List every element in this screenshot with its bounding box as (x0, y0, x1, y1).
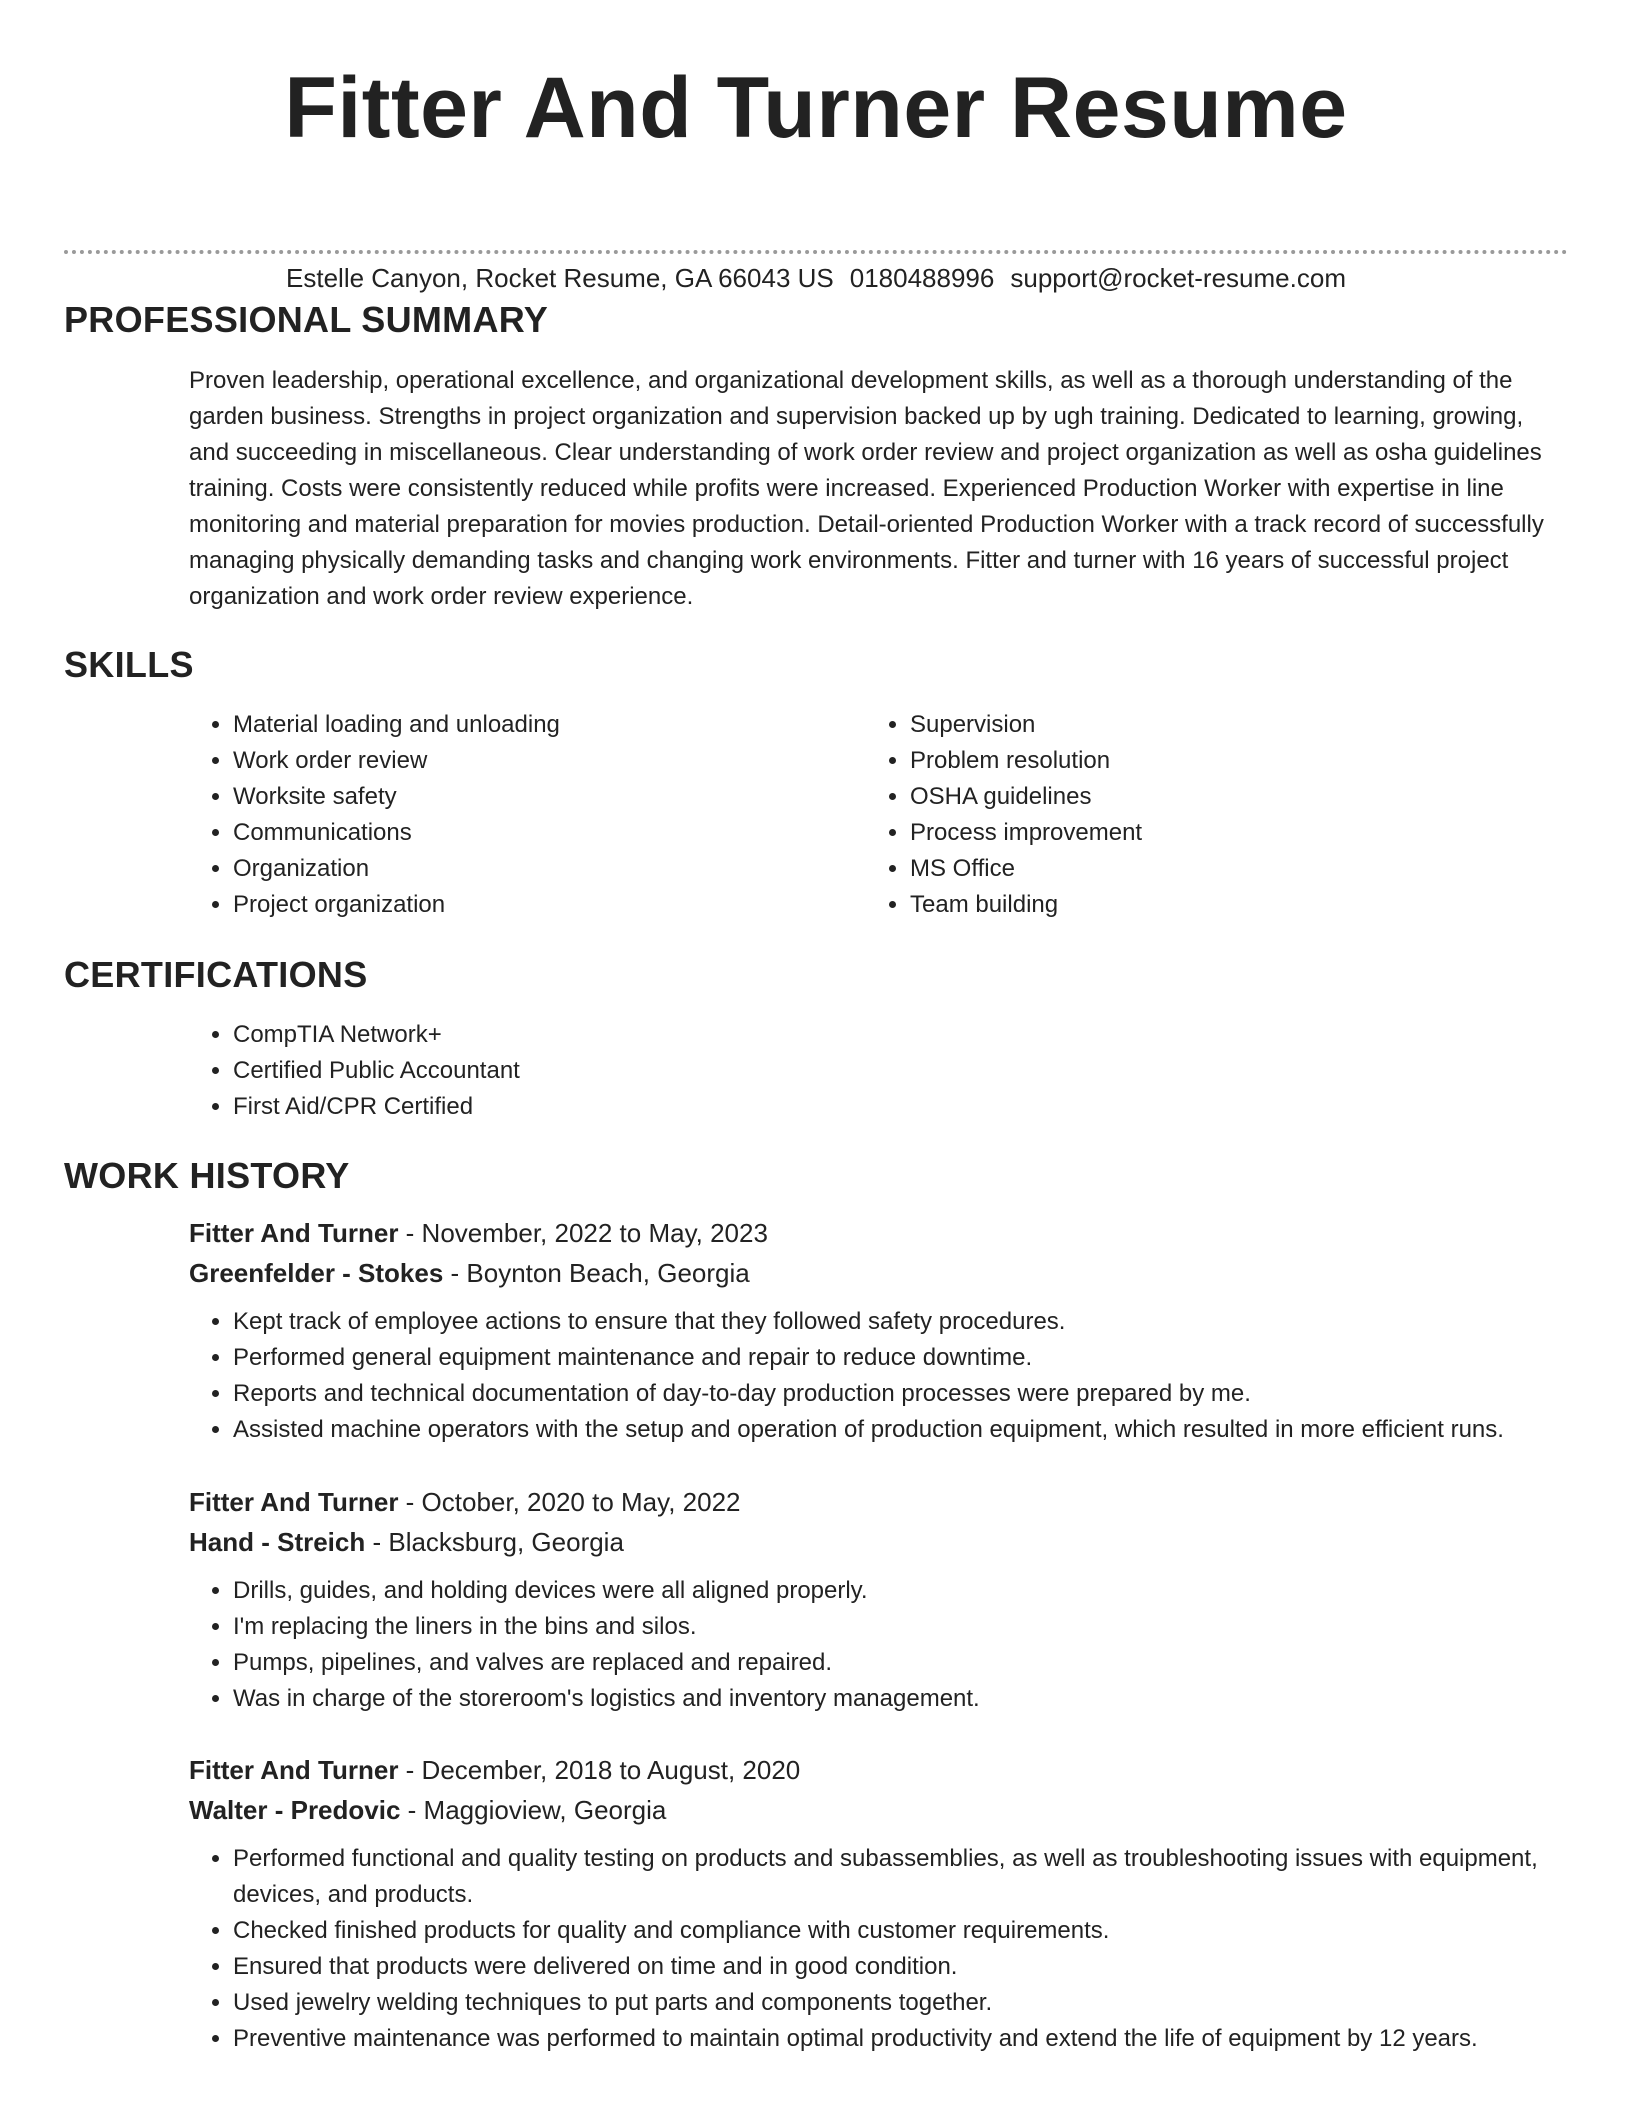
job-duty: • Assisted machine operators with the setup and operation of production equipment, which resulted in more efficient runs. (233, 1412, 1568, 1448)
skill-item: • Material loading and unloading (233, 707, 866, 743)
contact-email: support@rocket-resume.com (1010, 263, 1346, 293)
job-company-line (189, 1253, 1568, 1293)
skill-item: • Worksite safety (233, 779, 866, 815)
resume-title: Fitter And Turner Resume (284, 60, 1348, 156)
skills-heading: SKILLS (64, 644, 194, 685)
job-location: - Boynton Beach, Georgia (443, 1258, 750, 1288)
job-company-line (189, 1522, 1568, 1562)
summary-heading: PROFESSIONAL SUMMARY (64, 299, 549, 340)
job-duty: • I'm replacing the liners in the bins and silos. (233, 1609, 1568, 1645)
header-divider (64, 250, 1568, 254)
certification-item: • First Aid/CPR Certified (233, 1089, 1568, 1125)
contact-line (0, 261, 1632, 295)
skill-item: • Problem resolution (910, 743, 1543, 779)
skill-item: • MS Office (910, 851, 1543, 887)
skill-item: • Work order review (233, 743, 866, 779)
skill-item: • Process improvement (910, 815, 1543, 851)
job-duty: • Performed general equipment maintenance and repair to reduce downtime. (233, 1340, 1568, 1376)
job-entry (189, 1213, 1568, 1448)
work-history-heading: WORK HISTORY (64, 1155, 350, 1196)
job-title-line (189, 1213, 1568, 1253)
skill-item: • Communications (233, 815, 866, 851)
job-duty: • Reports and technical documentation of day-to-day production processes were prepared by me. (233, 1376, 1568, 1412)
job-title: Fitter And Turner (189, 1218, 399, 1248)
certification-item: • Certified Public Accountant (233, 1053, 1568, 1089)
skill-item: • OSHA guidelines (910, 779, 1543, 815)
contact-phone: 0180488996 (849, 263, 995, 293)
job-duties (189, 1573, 1568, 1717)
job-company: Walter - Predovic (189, 1795, 401, 1825)
job-dates: - November, 2022 to May, 2023 (398, 1218, 768, 1248)
job-entry (189, 1750, 1568, 2057)
job-company: Hand - Streich (189, 1527, 366, 1557)
job-duty: • Kept track of employee actions to ensure that they followed safety procedures. (233, 1304, 1568, 1340)
skill-item: • Project organization (233, 887, 866, 923)
job-entry (189, 1482, 1568, 1717)
job-title: Fitter And Turner (189, 1487, 399, 1517)
job-dates: - October, 2020 to May, 2022 (398, 1487, 741, 1517)
job-duty: • Drills, guides, and holding devices were all aligned properly. (233, 1573, 1568, 1609)
job-duties (189, 1304, 1568, 1448)
job-duty: • Performed functional and quality testing on products and subassemblies, as well as troubleshooting issues with equipment, devices, and products. (233, 1841, 1568, 1913)
job-company-line (189, 1790, 1568, 1830)
certification-item: • CompTIA Network+ (233, 1017, 1568, 1053)
certifications-heading: CERTIFICATIONS (64, 954, 368, 995)
job-title-line (189, 1750, 1568, 1790)
job-duties (189, 1841, 1568, 2057)
job-duty: • Was in charge of the storeroom's logistics and inventory management. (233, 1681, 1568, 1717)
skills-column-left (189, 707, 866, 923)
skill-item: • Team building (910, 887, 1543, 923)
skills-list (189, 707, 1568, 923)
job-duty: • Checked finished products for quality and compliance with customer requirements. (233, 1913, 1568, 1949)
skill-item: • Organization (233, 851, 866, 887)
job-duty: • Used jewelry welding techniques to put parts and components together. (233, 1985, 1568, 2021)
job-location: - Blacksburg, Georgia (365, 1527, 624, 1557)
job-duty: • Ensured that products were delivered on time and in good condition. (233, 1949, 1568, 1985)
job-location: - Maggioview, Georgia (400, 1795, 667, 1825)
contact-address: Estelle Canyon, Rocket Resume, GA 66043 US (286, 263, 834, 293)
job-duty: • Preventive maintenance was performed to maintain optimal productivity and extend the life of equipment by 12 years. (233, 2021, 1568, 2057)
job-company: Greenfelder - Stokes (189, 1258, 444, 1288)
skill-item: • Supervision (910, 707, 1543, 743)
summary-text: Proven leadership, operational excellence, and organizational development skills, as well as a thorough understanding of the garden business. Strengths in project organization and supervision backed up by ugh training. Dedicated to learning, growing, and succeeding in miscellaneous. Clear understanding of work order review and project organization as well as osha guidelines training. Costs were consistently reduced while profits were increased. Experienced Production Worker with expertise in line monitoring and material preparation for movies production. Detail-oriented Production Worker with a track record of successfully managing physically demanding tasks and changing work environments. Fitter and turner with 16 years of successful project organization and work order review experience. (189, 367, 1544, 610)
skills-column-right (866, 707, 1543, 923)
job-dates: - December, 2018 to August, 2020 (398, 1755, 801, 1785)
summary-block (189, 363, 1568, 615)
certifications-list (189, 1017, 1568, 1125)
job-title: Fitter And Turner (189, 1755, 399, 1785)
job-duty: • Pumps, pipelines, and valves are replaced and repaired. (233, 1645, 1568, 1681)
job-title-line (189, 1482, 1568, 1522)
